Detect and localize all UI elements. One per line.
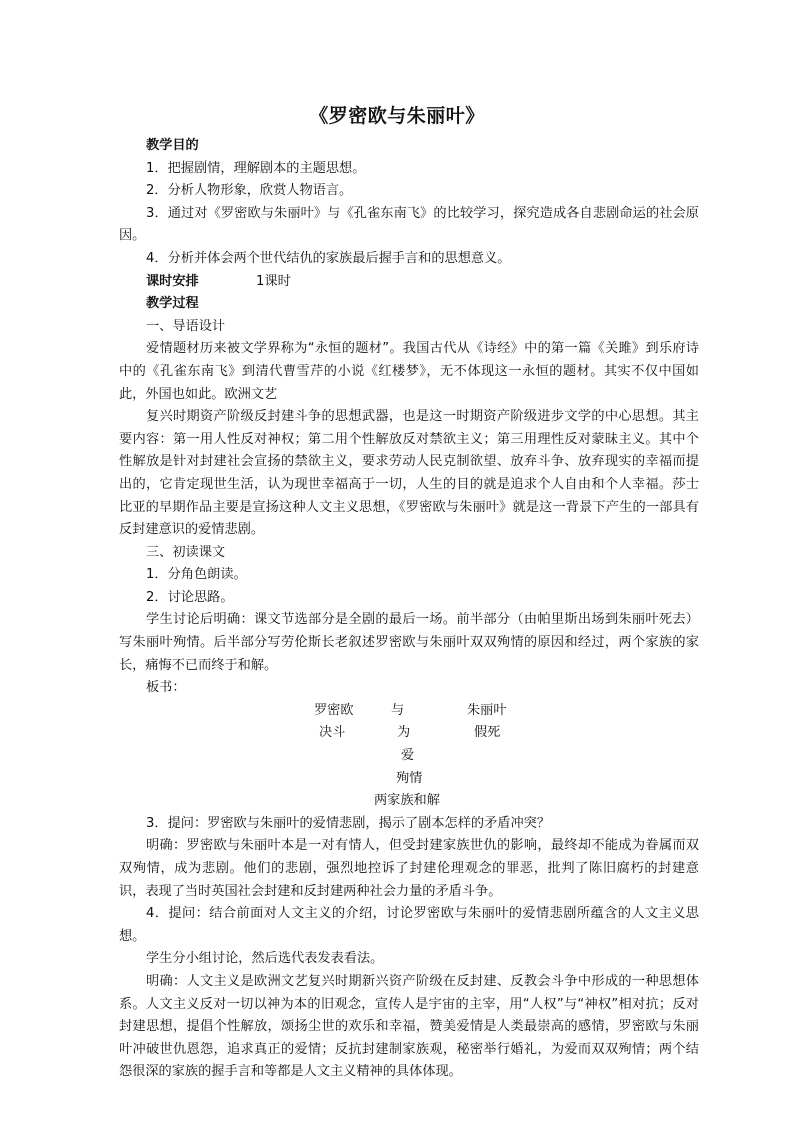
board-row	[119, 722, 699, 745]
objective-item: 3．通过对《罗密欧与朱丽叶》与《孔雀东南飞》的比较学习，探究造成各自悲剧命运的社会原因。	[119, 205, 699, 244]
board-text: 殉情	[396, 770, 423, 786]
objective-item: 4．分析并体会两个世代结仇的家族最后握手言和的思想意义。	[146, 250, 511, 266]
board-text: 朱丽叶	[467, 702, 507, 718]
board-row	[119, 790, 699, 813]
step-item: 2．讨论思路。	[146, 589, 234, 605]
step-item: 1．分角色朗读。	[146, 567, 247, 583]
board-row	[119, 745, 699, 768]
board-text: 决斗	[319, 725, 346, 741]
board-row	[119, 768, 699, 791]
question-item: 3．提问：罗密欧与朱丽叶的爱情悲剧，揭示了剧本怎样的矛盾冲突？	[146, 815, 551, 831]
question-item: 4．提问：结合前面对人文主义的介绍，讨论罗密欧与朱丽叶的爱情悲剧所蕴含的人文主义思想。	[119, 906, 699, 944]
section-title: 三、初读课文	[146, 544, 226, 560]
board-text: 两家族和解	[374, 793, 440, 809]
board-text: 爱	[401, 748, 415, 764]
board-text: 与	[391, 702, 405, 718]
board-text: 罗密欧	[314, 702, 354, 718]
answer-paragraph: 明确：人文主义是欧洲文艺复兴时期新兴资产阶级在反封建、反教会斗争中形成的一种思想体系。人文主义反对一切以神为本的旧观念，宣传人是宇宙的主宰，用“人权”与“神权”相对抗；反对封建思想，提倡个性解放，颂扬尘世的欢乐和幸福，赞美爱情是人类最崇高的感情，罗密欧与朱丽叶冲破世仇恩怨，追求真正的爱情；反抗封建制家族观，秘密举行婚礼，为爱而双双殉情；两个结怨很深的家族的握手言和等都是人文主义精神的具体体现。	[119, 973, 699, 1080]
answer-paragraph: 明确：罗密欧与朱丽叶本是一对有情人，但受封建家族世仇的影响，最终却不能成为眷属而双双殉情，成为悲剧。他们的悲剧，强烈地控诉了封建伦理观念的罪恶，批判了陈旧腐朽的封建意识，表现了当时英国社会封建和反封建两种社会力量的矛盾斗争。	[119, 838, 699, 899]
schedule-value: 1课时	[256, 273, 291, 289]
board-row	[119, 700, 699, 723]
board-label: 板书：	[146, 680, 186, 696]
schedule-line	[119, 271, 699, 294]
discussion-paragraph: 学生讨论后明确：课文节选部分是全剧的最后一场。前半部分（由帕里斯出场到朱丽叶死去）写朱丽叶殉情。后半部分写劳伦斯长老叙述罗密欧与朱丽叶双双殉情的原因和经过，两个家族的家长，痛悔不已而终于和解。	[119, 612, 699, 673]
intro-paragraph: 爱情题材历来被文学界称为“永恒的题材”。我国古代从《诗经》中的第一篇《关雎》到乐府诗中的《孔雀东南飞》到清代曹雪芹的小说《红楼梦》，无不体现这一永恒的题材。其实不仅中国如此，外国也如此。欧洲文艺	[119, 341, 699, 402]
board-text: 假死	[474, 725, 501, 741]
schedule-heading: 课时安排	[146, 273, 199, 289]
group-discussion: 学生分小组讨论，然后选代表发表看法。	[146, 951, 384, 967]
objective-item: 2．分析人物形象，欣赏人物语言。	[146, 183, 353, 199]
document-title: 《罗密欧与朱丽叶》	[309, 105, 485, 127]
objective-item: 1．把握剧情，理解剧本的主题思想。	[146, 160, 366, 176]
section-title: 一、导语设计	[146, 318, 226, 334]
board-text: 为	[397, 725, 411, 741]
intro-paragraph: 复兴时期资产阶级反封建斗争的思想武器，也是这一时期资产阶级进步文学的中心思想。其主要内容：第一用人性反对神权；第二用个性解放反对禁欲主义；第三用理性反对蒙昧主义。其中个性解放是针对封建社会宣扬的禁欲主义，要求劳动人民克制欲望、放弃斗争、放弃现实的幸福而提出的，它肯定现世生活，认为现世幸福高于一切，人生的目的就是追求个人自由和个人幸福。莎士比亚的早期作品主要是宣扬这种人文主义思想，《罗密欧与朱丽叶》就是这一背景下产生的一部具有反封建意识的爱情悲剧。	[119, 409, 699, 538]
document-body	[119, 135, 699, 1084]
process-heading: 教学过程	[146, 296, 199, 312]
objectives-heading: 教学目的	[146, 138, 199, 153]
